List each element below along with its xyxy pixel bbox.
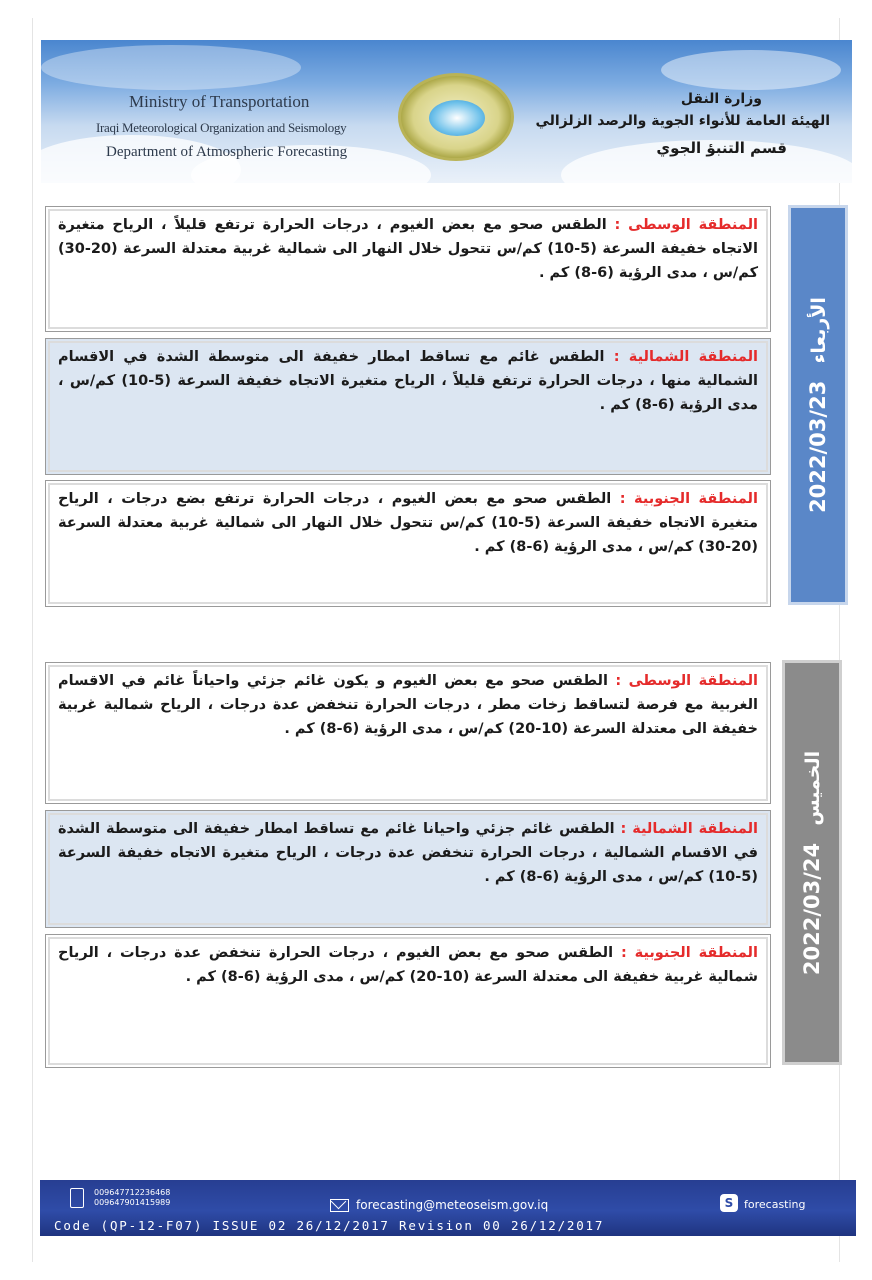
region-name: المنطقة الوسطى : xyxy=(614,217,758,233)
region-name: المنطقة الجنوبية : xyxy=(620,945,758,961)
day1-date: 2022/03/23 xyxy=(806,380,830,513)
day1-central-region xyxy=(45,206,771,332)
region-forecast: الطقس صحو مع بعض الغيوم و يكون غائم جزئي واحياناً غائم في الاقسام الغربية مع فرصة لتساقط زخات مطر ، درجات الحرارة تنخفض عدة درجات ، الرياح شمالية غربية خفيفة الى معتدلة السرعة (10-20) كم/س ، مدى الرؤية (6-8) كم . xyxy=(58,673,758,737)
contact-email[interactable]: forecasting@meteoseism.gov.iq xyxy=(356,1198,549,1212)
day2-name: الخميس xyxy=(802,750,824,826)
skype-icon: S xyxy=(720,1194,738,1212)
region-forecast: الطقس غائم مع تساقط امطار خفيفة الى متوسطة الشدة في الاقسام الشمالية منها ، درجات الحرارة ترتفع قليلاً ، الرياح متغيرة الاتجاه خفيفة السرعة (5-10) كم/س ، مدى الرؤية (6-8) كم . xyxy=(58,349,758,413)
organization-logo xyxy=(398,73,514,161)
day2-central-region xyxy=(45,662,771,804)
phone-number-2: 009647901415989 xyxy=(94,1198,171,1207)
day1-northern-region xyxy=(45,338,771,475)
skype-handle: forecasting xyxy=(744,1198,806,1211)
region-forecast: الطقس صحو مع بعض الغيوم ، درجات الحرارة ترتفع قليلاً ، الرياح متغيرة الاتجاه خفيفة السرعة (5-10) كم/س تتحول خلال النهار الى شمالية غربية معتدلة السرعة (20-30) كم/س ، مدى الرؤية (6-8) كم . xyxy=(58,217,758,281)
phone-icon xyxy=(70,1188,84,1208)
organization-title-ar: الهيئة العامة للأنواء الجوية والرصد الزلزالي xyxy=(535,113,830,129)
day1-name: الأربعاء xyxy=(808,297,830,364)
day2-northern-region xyxy=(45,810,771,928)
day2-date-label xyxy=(800,750,824,974)
region-name: المنطقة الجنوبية : xyxy=(619,491,758,507)
region-forecast: الطقس غائم جزئي واحيانا غائم مع تساقط امطار خفيفة الى متوسطة الشدة في الاقسام الشمالية ، درجات الحرارة تنخفض عدة درجات ، الرياح متغيرة الاتجاه خفيفة السرعة (5-10) كم/س ، مدى الرؤية (6-8) كم . xyxy=(58,821,758,885)
document-code-line: Code (QP-12-F07) ISSUE 02 26/12/2017 Revision 00 26/12/2017 xyxy=(54,1218,605,1233)
letterhead-banner xyxy=(41,40,852,183)
organization-title-en: Iraqi Meteorological Organization and Seismology xyxy=(96,120,347,135)
day2-southern-region xyxy=(45,934,771,1068)
region-forecast: الطقس صحو مع بعض الغيوم ، درجات الحرارة تنخفض عدة درجات ، الرياح شمالية غربية خفيفة الى معتدلة السرعة (10-20) كم/س ، مدى الرؤية (6-8) كم . xyxy=(58,945,758,985)
ministry-title-ar: وزارة النقل xyxy=(680,91,762,107)
page-border xyxy=(32,18,840,1262)
region-name: المنطقة الشمالية : xyxy=(613,349,758,365)
day1-date-label xyxy=(806,297,830,513)
ministry-title-en: Ministry of Transportation xyxy=(129,92,310,111)
day2-date: 2022/03/24 xyxy=(800,842,824,975)
day1-southern-region xyxy=(45,480,771,607)
phone-number-1: 009647712236468 xyxy=(94,1188,171,1197)
day1-date-bar xyxy=(788,205,848,605)
day2-date-bar xyxy=(782,660,842,1065)
region-name: المنطقة الوسطى : xyxy=(615,673,758,689)
contact-footer xyxy=(40,1180,856,1236)
region-name: المنطقة الشمالية : xyxy=(620,821,758,837)
region-forecast: الطقس صحو مع بعض الغيوم ، درجات الحرارة ترتفع بضع درجات ، الرياح متغيرة الاتجاه خفيفة السرعة (5-10) كم/س تتحول خلال النهار الى شمالية غربية معتدلة السرعة (20-30) كم/س ، مدى الرؤية (6-8) كم . xyxy=(58,491,758,555)
email-icon xyxy=(330,1199,349,1212)
phone-numbers xyxy=(94,1188,170,1208)
department-title-en: Department of Atmospheric Forecasting xyxy=(106,144,348,160)
department-title-ar: قسم التنبؤ الجوي xyxy=(656,139,787,157)
logo-emblem-icon xyxy=(429,100,485,136)
